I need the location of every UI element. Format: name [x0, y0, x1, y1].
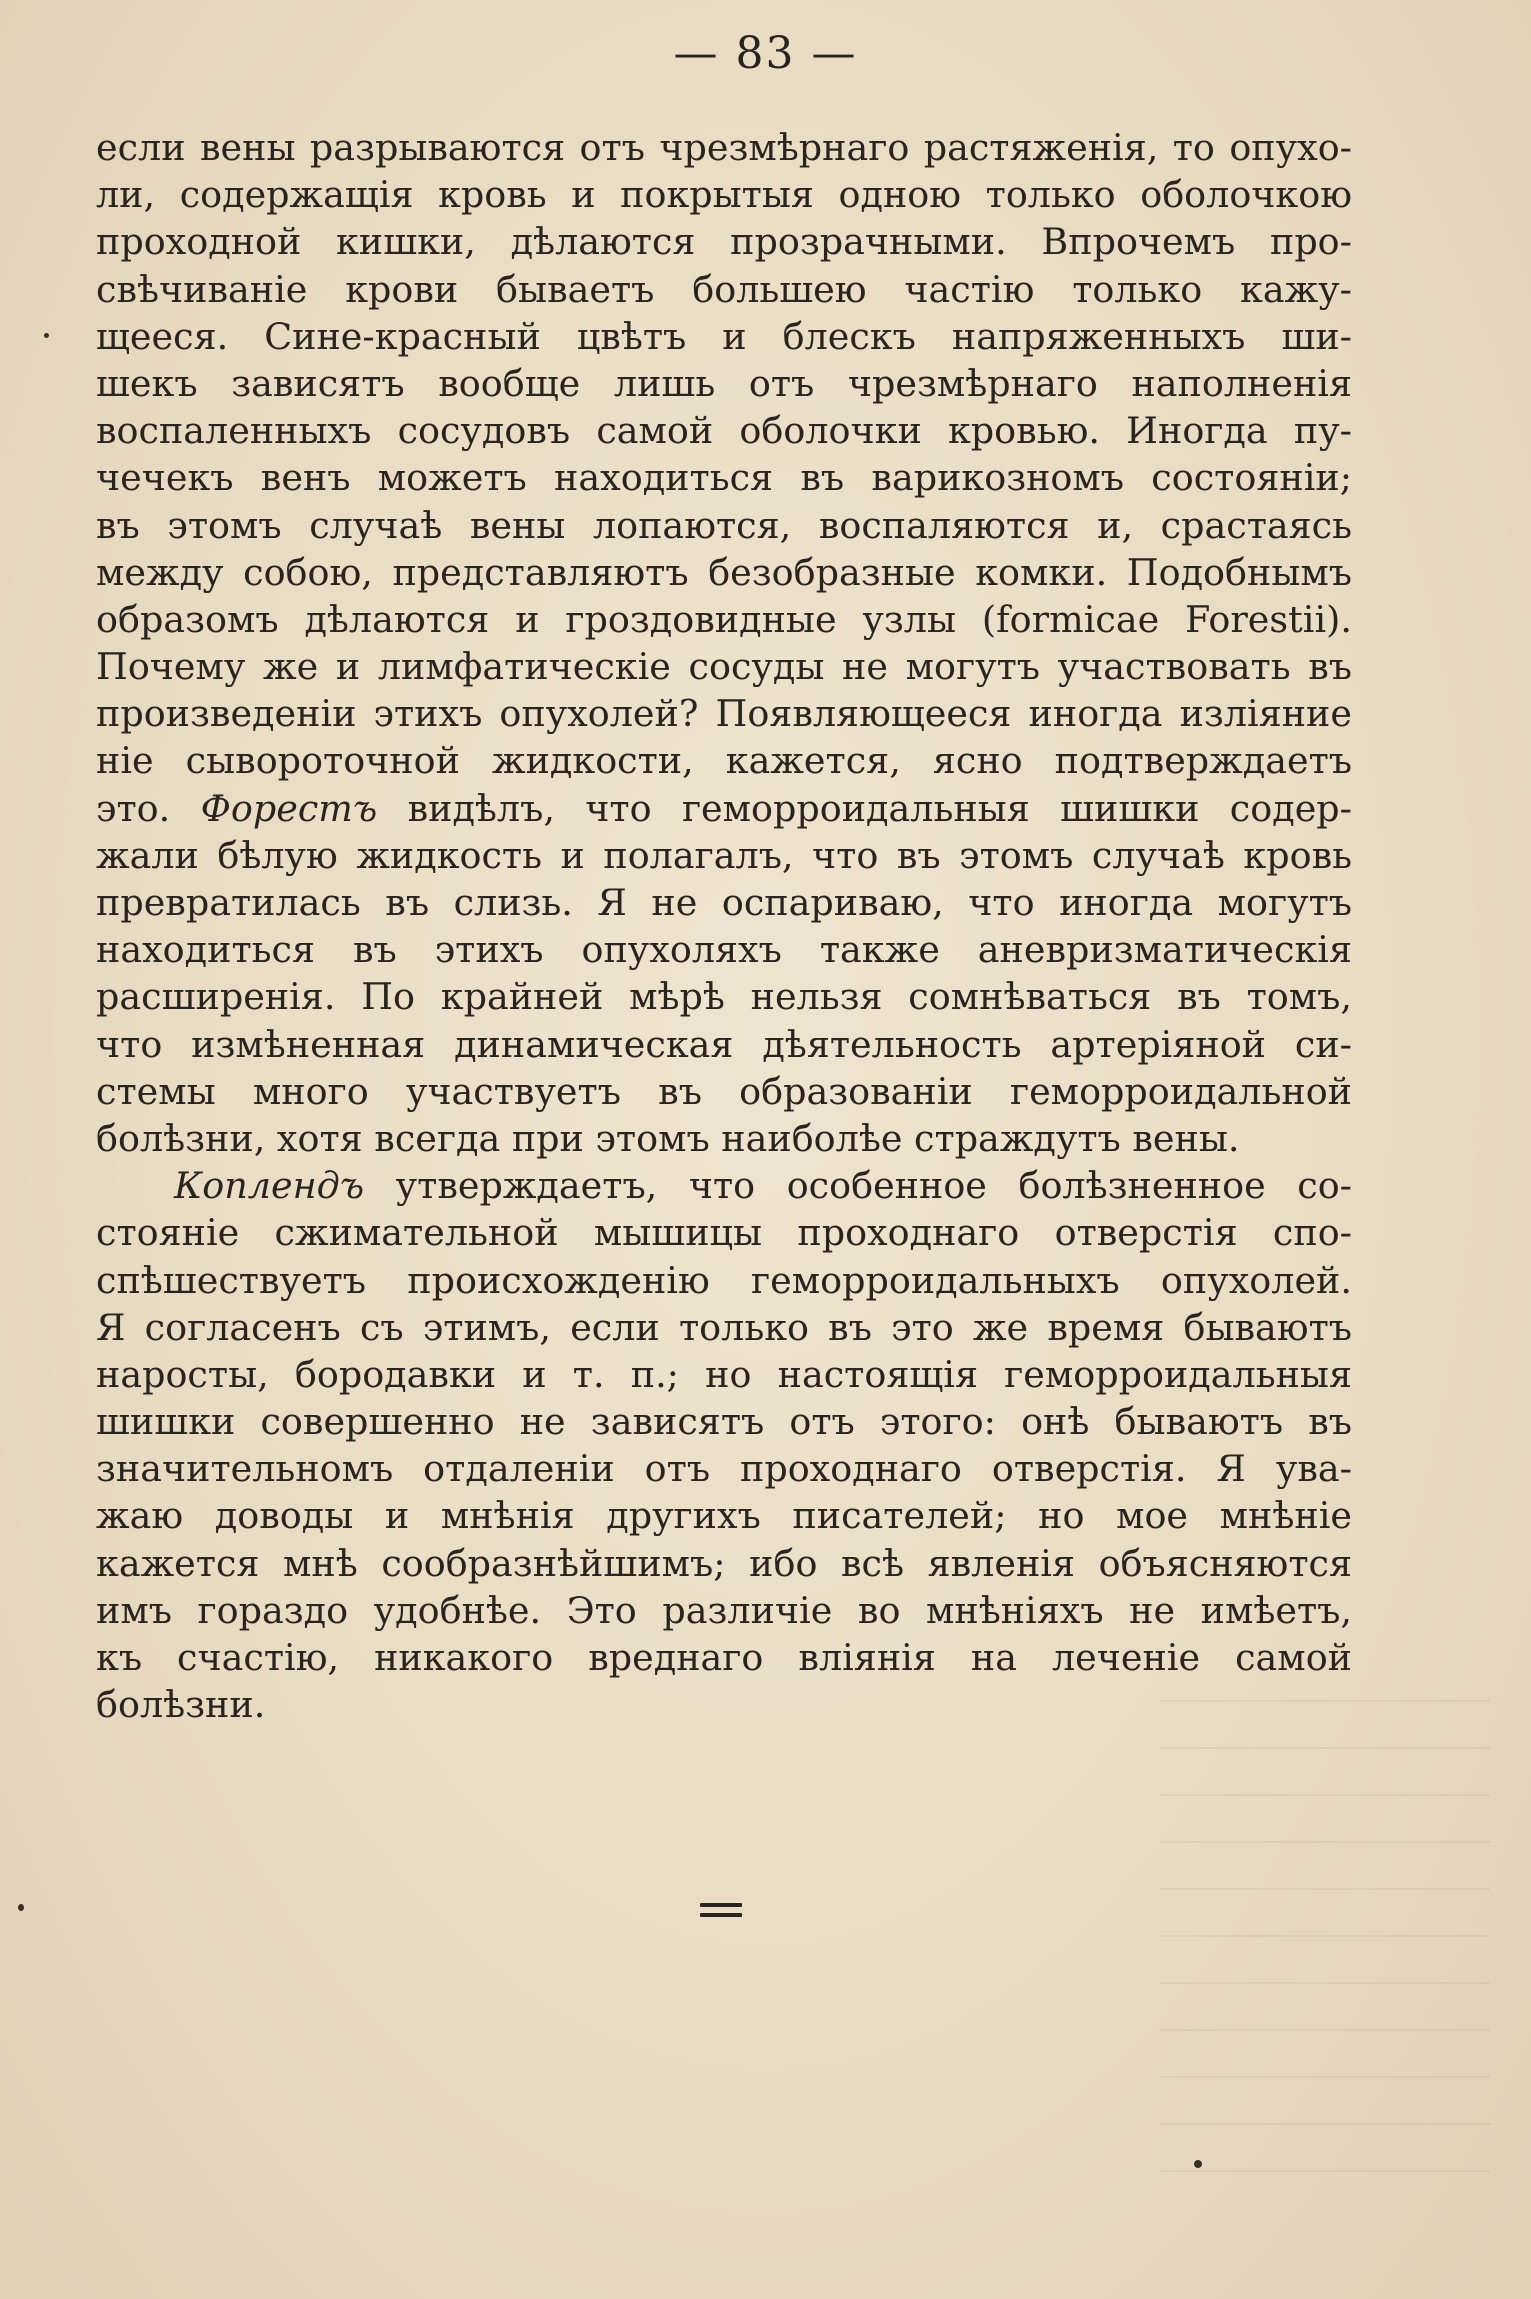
- text-line: спѣшествуетъ происхожденію геморроидальныхъ опухолей.: [96, 1258, 1352, 1302]
- text-line: чечекъ венъ можетъ находиться въ варикозномъ состояніи;: [96, 456, 1352, 500]
- text-line-copland: [96, 1162, 1352, 1209]
- text-line: воспаленныхъ сосудовъ самой оболочки кровью. Иногда пу-: [96, 409, 1352, 453]
- ink-speck: [1194, 2160, 1202, 2168]
- text-line: значительномъ отдаленіи отъ проходнаго отверстія. Я ува-: [96, 1447, 1352, 1491]
- text-line: находиться въ этихъ опухоляхъ также аневризматическія: [96, 928, 1352, 972]
- end-of-section-mark: [700, 1903, 742, 1921]
- text-line: имъ гораздо удобнѣе. Это различіе во мнѣніяхъ не имѣетъ,: [96, 1588, 1352, 1632]
- text-fragment: это.: [96, 786, 171, 830]
- body-text: [96, 124, 1352, 1728]
- text-line: къ счастію, никакого вреднаго вліянія на леченіе самой: [96, 1636, 1352, 1679]
- text-fragment: утверждаетъ, что особенное болѣзненное со-: [395, 1164, 1352, 1208]
- text-line: что измѣненная динамическая дѣятельность артеріяной си-: [96, 1022, 1352, 1066]
- text-line: щееся. Сине-красный цвѣтъ и блескъ напряженныхъ ши-: [96, 314, 1352, 358]
- text-fragment: видѣлъ, что геморроидальныя шишки содер-: [407, 786, 1352, 830]
- text-line: шекъ зависятъ вообще лишь отъ чрезмѣрнаго наполненія: [96, 361, 1352, 405]
- text-line: жали бѣлую жидкость и полагалъ, что въ этомъ случаѣ кровь: [96, 833, 1352, 877]
- page-number: — 83 —: [673, 28, 858, 79]
- text-line: стемы много участвуетъ въ образованіи геморроидальной: [96, 1069, 1352, 1113]
- text-line: жаю доводы и мнѣнія другихъ писателей; но мое мнѣніе: [96, 1494, 1352, 1538]
- text-line: превратилась въ слизь. Я не оспариваю, что иногда могутъ: [96, 881, 1352, 924]
- text-line: наросты, бородавки и т. п.; но настоящія геморроидальныя: [96, 1352, 1352, 1396]
- text-line: если вены разрываются отъ чрезмѣрнаго растяженія, то опухо-: [96, 126, 1352, 169]
- text-line: Я согласенъ съ этимъ, если только въ это же время бываютъ: [96, 1305, 1352, 1349]
- text-line: кажется мнѣ сообразнѣйшимъ; ибо всѣ явленія объясняются: [96, 1541, 1352, 1585]
- text-line: стояніе сжимательной мышицы проходнаго отверстія спо-: [96, 1211, 1352, 1255]
- text-line: Почему же и лимфатическіе сосуды не могутъ участвовать въ: [96, 645, 1352, 689]
- text-line: проходной кишки, дѣлаются прозрачными. Впрочемъ про-: [96, 220, 1352, 264]
- text-line: шишки совершенно не зависятъ отъ этого: онѣ бываютъ въ: [96, 1400, 1352, 1444]
- text-line: болѣзни, хотя всегда при этомъ наиболѣе страждутъ вены.: [96, 1116, 1240, 1160]
- text-line: произведеніи этихъ опухолей? Появляющееся иногда изліяние: [96, 692, 1352, 736]
- author-name-copland: Коплендъ: [174, 1164, 365, 1208]
- text-line: свѣчиваніе крови бываетъ большею частію только кажу-: [96, 267, 1352, 311]
- text-line: между собою, представляютъ безобразные комки. Подобнымъ: [96, 550, 1352, 594]
- ink-speck: [44, 333, 49, 338]
- text-line: болѣзни.: [96, 1683, 266, 1727]
- text-line: ніе сывороточной жидкости, кажется, ясно подтверждаетъ: [96, 739, 1352, 783]
- author-name-forest: Форестъ: [200, 786, 378, 830]
- ink-speck: [18, 1904, 24, 1911]
- text-line: въ этомъ случаѣ вены лопаются, воспаляются и, срастаясь: [96, 503, 1352, 547]
- text-line-forest: [96, 785, 1352, 832]
- text-line: расширенія. По крайней мѣрѣ нельзя сомнѣваться въ томъ,: [96, 975, 1352, 1019]
- text-line: образомъ дѣлаются и гроздовидные узлы (formicae Forestii).: [96, 597, 1352, 641]
- show-through-texture: [1160, 1700, 1490, 2200]
- text-line: ли, содержащія кровь и покрытыя одною только оболочкою: [96, 173, 1352, 217]
